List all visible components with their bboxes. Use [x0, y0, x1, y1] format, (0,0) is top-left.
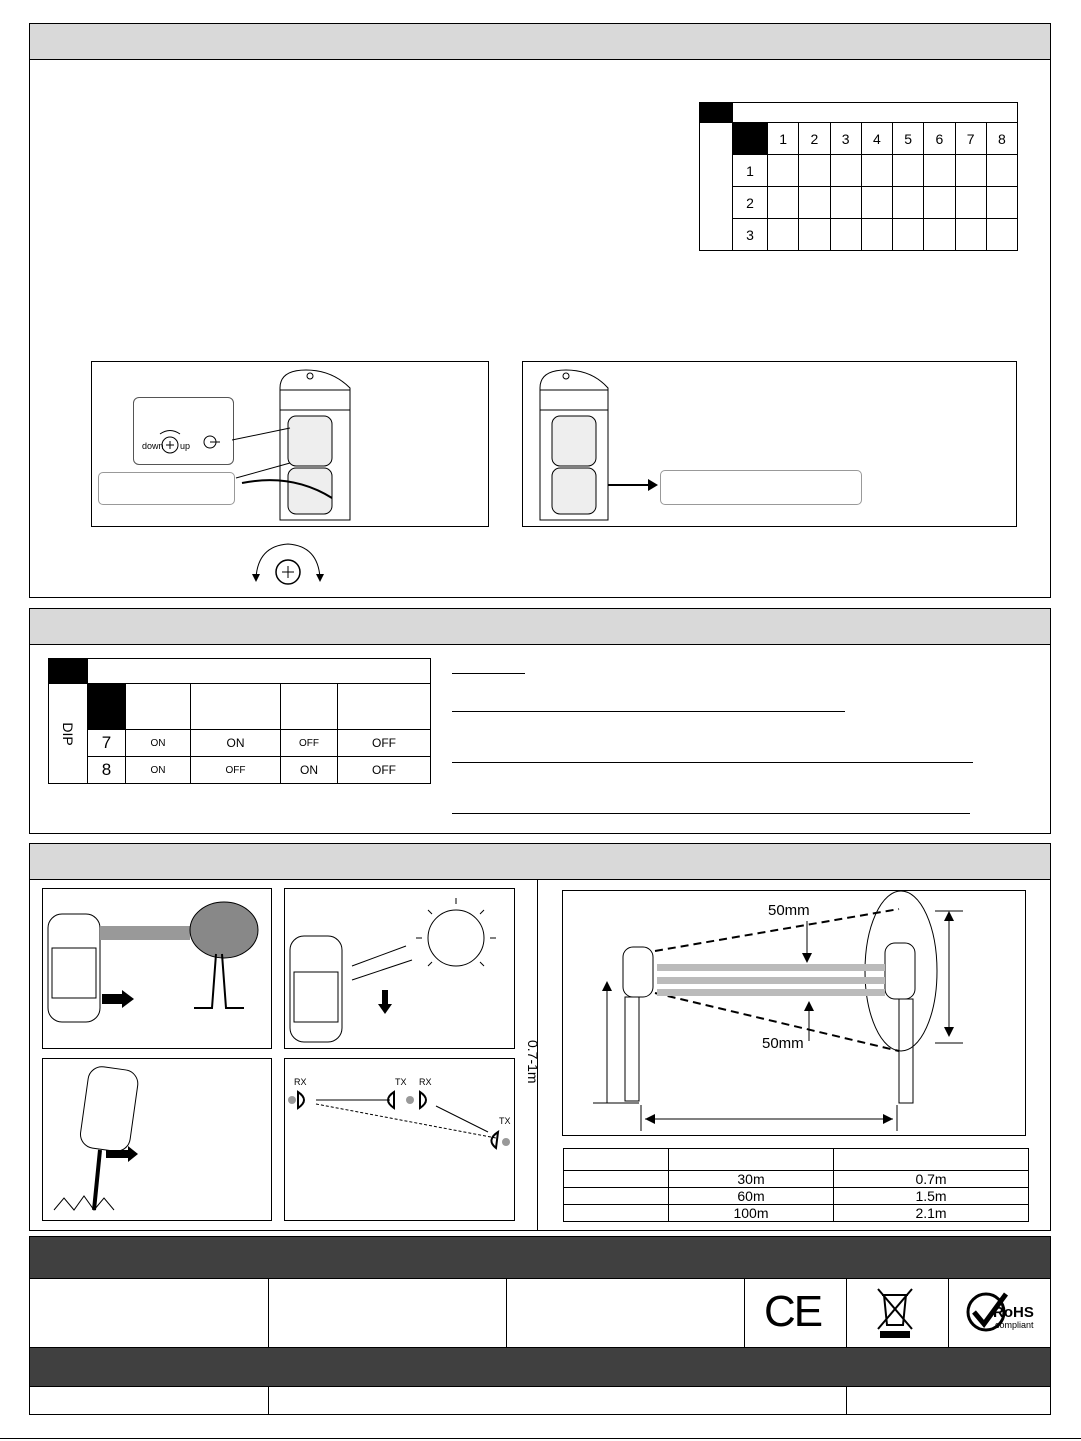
detector-drawing-left	[232, 368, 362, 524]
dip-value: ON	[191, 730, 281, 757]
spread-value: 2.1m	[834, 1205, 1029, 1222]
range-value: 100m	[669, 1205, 834, 1222]
ir-label-tx-right: TX	[499, 1116, 511, 1126]
dip-value: OFF	[338, 757, 431, 784]
cell-divider	[268, 1278, 269, 1348]
cell-divider	[506, 1278, 507, 1348]
dip-value: OFF	[338, 730, 431, 757]
unstable-post-icon	[44, 1060, 270, 1219]
dip-value: OFF	[281, 730, 338, 757]
grid-col-4: 4	[861, 123, 892, 155]
grid-col-1: 1	[768, 123, 799, 155]
page-bottom-rule	[0, 1438, 1081, 1439]
dip-side-label: DIP	[60, 721, 76, 746]
range-value: 60m	[669, 1188, 834, 1205]
dip-value: ON	[126, 730, 191, 757]
cell-divider	[846, 1278, 847, 1348]
rohs-mark: RoHS	[993, 1304, 1034, 1321]
knob-label-up: up	[180, 441, 191, 451]
beam-gap-label-bottom: 50mm	[762, 1035, 804, 1052]
ir-label-rx-mid: RX	[419, 1077, 432, 1087]
dip-frequency-table	[48, 658, 431, 784]
range-value: 30m	[669, 1171, 834, 1188]
grid-row-2: 2	[733, 187, 768, 219]
tree-obstruction-icon	[44, 890, 270, 1047]
weee-bin-icon	[874, 1285, 916, 1341]
ce-mark-icon: CE	[764, 1287, 822, 1336]
label-box-right	[660, 470, 862, 505]
section-1-header	[29, 23, 1051, 60]
range-row	[564, 1205, 1029, 1222]
dip-switch-number: 7	[88, 730, 126, 757]
section-3-header	[29, 843, 1051, 880]
section-5-header	[29, 1347, 1051, 1387]
spread-value: 0.7m	[834, 1171, 1029, 1188]
beam-gap-label-top: 50mm	[768, 902, 810, 919]
grid-col-8: 8	[986, 123, 1017, 155]
detector-drawing-right	[536, 368, 666, 524]
beam-spread-drawing	[563, 891, 1025, 1135]
note-line-4	[452, 813, 970, 814]
dip-switch-grid	[699, 102, 1018, 251]
grid-col-5: 5	[893, 123, 924, 155]
grid-row-3: 3	[733, 219, 768, 251]
dip-value: ON	[126, 757, 191, 784]
section-2-header	[29, 608, 1051, 645]
ir-label-tx-mid: TX	[395, 1077, 407, 1087]
section-4-header	[29, 1236, 1051, 1279]
sunlight-icon	[286, 890, 512, 1047]
range-row	[564, 1171, 1029, 1188]
range-row	[564, 1188, 1029, 1205]
dip-switch-number: 8	[88, 757, 126, 784]
note-line-2	[452, 711, 845, 712]
note-line-1	[452, 673, 525, 674]
label-box-left	[98, 472, 235, 505]
rohs-compliant-text: compliant	[995, 1320, 1034, 1330]
grid-col-2: 2	[799, 123, 830, 155]
grid-col-3: 3	[830, 123, 861, 155]
dip-side-label-cell	[49, 684, 88, 784]
cell-divider	[268, 1386, 269, 1415]
screw-rotate-icon	[248, 540, 328, 586]
ir-label-rx-left: RX	[294, 1077, 307, 1087]
grid-col-6: 6	[924, 123, 955, 155]
cell-divider	[744, 1278, 745, 1348]
cell-divider	[948, 1278, 949, 1348]
dip-value: OFF	[191, 757, 281, 784]
note-line-3	[452, 762, 973, 763]
section-5-body	[29, 1386, 1051, 1415]
spread-value: 1.5m	[834, 1188, 1029, 1205]
dip-value: ON	[281, 757, 338, 784]
range-table	[563, 1148, 1029, 1222]
grid-row-1: 1	[733, 155, 768, 187]
grid-col-7: 7	[955, 123, 986, 155]
cell-divider	[846, 1386, 847, 1415]
dip-row-8	[49, 757, 431, 784]
mount-height-label: 0.7-1m	[525, 1040, 541, 1084]
dip-row-7	[49, 730, 431, 757]
knob-label-down: down	[142, 441, 164, 451]
